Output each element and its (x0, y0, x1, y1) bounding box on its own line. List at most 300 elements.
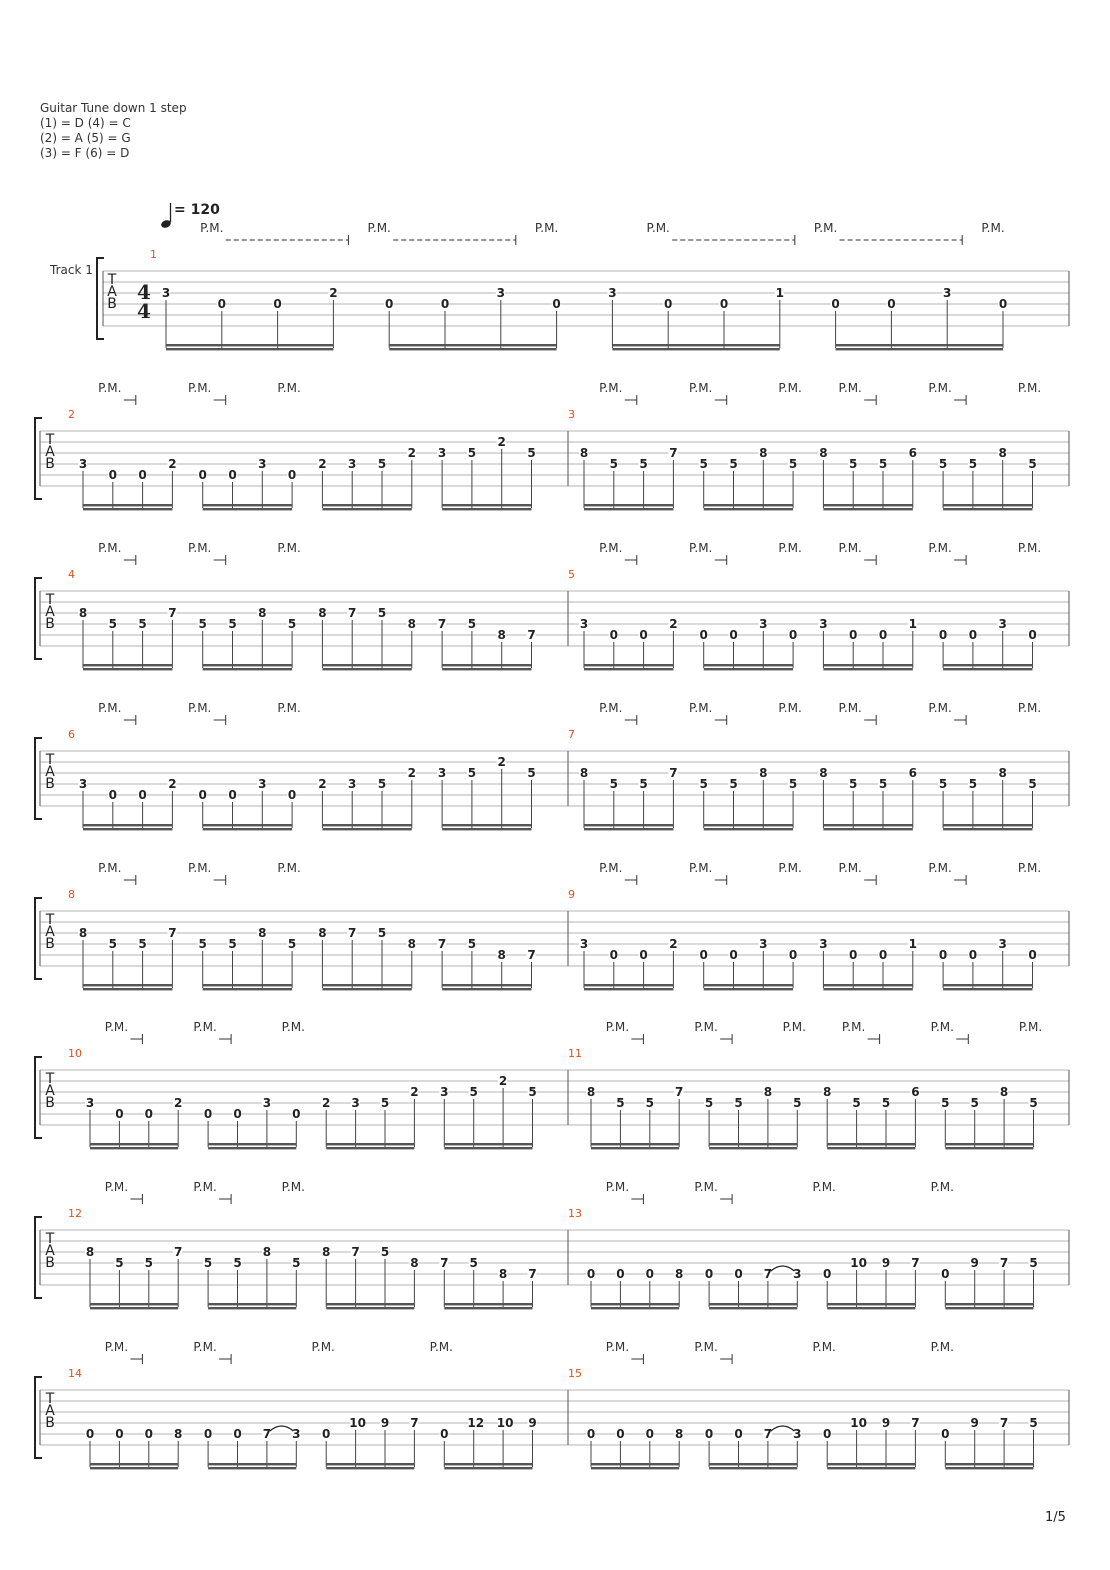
beam (83, 508, 172, 510)
fret-number: 3 (85, 1096, 95, 1110)
fret-number: 0 (440, 297, 450, 311)
fret-number: 8 (318, 606, 327, 620)
beam (326, 1303, 414, 1305)
slur-tie (771, 1266, 794, 1271)
beam (584, 988, 673, 990)
beam (90, 1467, 178, 1469)
beam (203, 504, 292, 506)
fret-number: 5 (729, 457, 738, 471)
beam (823, 828, 912, 830)
beam (90, 1463, 178, 1465)
fret-number: 0 (440, 1427, 449, 1441)
fret-number: 5 (469, 1256, 478, 1270)
beam (203, 984, 292, 986)
measure-number: 6 (68, 728, 75, 741)
beam (591, 1303, 679, 1305)
fret-number: 2 (174, 1096, 183, 1110)
fret-number: 7 (999, 1416, 1009, 1430)
fret-number: 0 (968, 948, 978, 962)
beam (584, 508, 673, 510)
palm-mute-label: P.M. (98, 541, 122, 555)
fret-number: 0 (144, 1427, 153, 1441)
beam (208, 1143, 296, 1145)
fret-number: 8 (174, 1427, 183, 1441)
beam (943, 668, 1032, 670)
beam (836, 348, 1003, 350)
palm-mute-label: P.M. (928, 861, 952, 875)
fret-number: 5 (377, 606, 387, 620)
palm-mute-label: P.M. (311, 1340, 335, 1354)
fret-number: 8 (318, 926, 327, 940)
beam (704, 828, 793, 830)
palm-mute-label: P.M. (104, 1180, 129, 1194)
fret-number: 7 (262, 1427, 272, 1441)
fret-number: 8 (322, 1245, 331, 1259)
palm-mute-label: P.M. (1017, 541, 1042, 555)
fret-number: 0 (664, 297, 673, 311)
fret-number: 5 (793, 1096, 802, 1110)
beam (584, 824, 673, 826)
beam (90, 1143, 178, 1145)
fret-number: 5 (377, 777, 387, 791)
palm-mute-label: P.M. (838, 701, 862, 715)
beam (704, 508, 793, 510)
beam (326, 1467, 414, 1469)
fret-number: 0 (849, 628, 858, 642)
tuning-title: Guitar Tune down 1 step (40, 101, 187, 115)
fret-number: 0 (639, 948, 648, 962)
palm-mute-label: P.M. (838, 541, 862, 555)
beam (584, 504, 673, 506)
fret-number: 0 (645, 1427, 654, 1441)
fret-number: 3 (759, 937, 768, 951)
beam (827, 1463, 915, 1465)
fret-number: 3 (496, 286, 505, 300)
fret-number: 8 (498, 1267, 508, 1281)
fret-number: 5 (527, 446, 536, 460)
fret-number: 5 (528, 1085, 537, 1099)
fret-number: 7 (410, 1416, 419, 1430)
fret-number: 5 (729, 777, 738, 791)
fret-number: 3 (437, 446, 447, 460)
slur-tie (771, 1426, 794, 1431)
fret-number: 7 (174, 1245, 183, 1259)
fret-number: 9 (380, 1416, 390, 1430)
tempo-value: = 120 (174, 202, 220, 218)
beam (823, 504, 912, 506)
fret-number: 5 (704, 1096, 714, 1110)
tab-clef-letter: B (45, 456, 55, 472)
fret-number: 3 (437, 766, 447, 780)
measure-number: 13 (568, 1207, 582, 1220)
fret-number: 7 (528, 1267, 537, 1281)
beam (83, 504, 172, 506)
fret-number: 8 (759, 446, 768, 460)
fret-number: 0 (788, 628, 798, 642)
fret-number: 0 (998, 297, 1008, 311)
fret-number: 0 (609, 628, 618, 642)
beam (704, 668, 793, 670)
tab-clef-letter: T (45, 432, 55, 448)
fret-number: 5 (287, 937, 297, 951)
fret-number: 5 (467, 446, 477, 460)
fret-number: 6 (911, 1085, 920, 1099)
fret-number: 8 (819, 446, 828, 460)
palm-mute-label: P.M. (367, 221, 391, 235)
beam (442, 668, 531, 670)
fret-number: 2 (410, 1085, 419, 1099)
fret-number: 0 (645, 1267, 654, 1281)
fret-number: 5 (198, 617, 207, 631)
fret-number: 3 (819, 617, 828, 631)
fret-number: 3 (579, 617, 589, 631)
beam (90, 1307, 178, 1309)
fret-number: 2 (407, 766, 416, 780)
fret-number: 0 (878, 628, 888, 642)
palm-mute-label: P.M. (689, 381, 713, 395)
fret-number: 5 (108, 937, 117, 951)
fret-number: 1 (908, 617, 917, 631)
beam (945, 1303, 1033, 1305)
fret-number: 8 (579, 766, 589, 780)
measure-number: 5 (568, 568, 575, 581)
fret-number: 0 (233, 1107, 242, 1121)
fret-number: 5 (287, 617, 297, 631)
beam (326, 1463, 414, 1465)
fret-number: 3 (258, 777, 267, 791)
fret-number: 7 (669, 766, 678, 780)
beam (827, 1307, 915, 1309)
tab-clef-letter: B (45, 936, 55, 952)
fret-number: 10 (850, 1416, 867, 1430)
palm-mute-label: P.M. (689, 861, 713, 875)
fret-number: 5 (1029, 1416, 1038, 1430)
fret-number: 9 (970, 1416, 979, 1430)
fret-number: 5 (380, 1096, 390, 1110)
measure-number: 10 (68, 1047, 82, 1060)
tab-clef-letter: A (45, 604, 55, 620)
beam (591, 1467, 679, 1469)
fret-number: 0 (586, 1267, 596, 1281)
tuning-line: (2) = A (5) = G (40, 131, 131, 145)
tab-clef-letter: B (107, 296, 117, 312)
fret-number: 8 (262, 1245, 272, 1259)
beam (442, 828, 531, 830)
fret-number: 0 (138, 468, 147, 482)
palm-mute-label: P.M. (1017, 381, 1042, 395)
beam (704, 824, 793, 826)
fret-number: 8 (586, 1085, 596, 1099)
beam (208, 1463, 296, 1465)
fret-number: 8 (999, 1085, 1009, 1099)
fret-number: 5 (616, 1096, 625, 1110)
fret-number: 7 (999, 1256, 1009, 1270)
fret-number: 2 (168, 777, 177, 791)
fret-number: 0 (287, 468, 297, 482)
fret-number: 0 (217, 297, 226, 311)
palm-mute-label: P.M. (930, 1180, 954, 1194)
system-bracket (35, 1057, 42, 1138)
fret-number: 0 (729, 628, 738, 642)
beam (584, 668, 673, 670)
fret-number: 8 (675, 1267, 684, 1281)
fret-number: 5 (1028, 777, 1037, 791)
beam (208, 1307, 296, 1309)
measure-number: 2 (68, 408, 75, 421)
fret-number: 5 (138, 617, 147, 631)
fret-number: 3 (943, 286, 952, 300)
beam (444, 1463, 532, 1465)
fret-number: 8 (759, 766, 768, 780)
system-bracket (35, 738, 42, 819)
fret-number: 5 (852, 1096, 861, 1110)
palm-mute-label: P.M. (605, 1020, 630, 1034)
fret-number: 7 (168, 606, 177, 620)
fret-number: 5 (527, 766, 536, 780)
palm-mute-label: P.M. (200, 221, 224, 235)
palm-mute-label: P.M. (694, 1180, 718, 1194)
fret-number: 7 (437, 617, 447, 631)
beam (322, 828, 411, 830)
tab-clef-letter: T (45, 1071, 55, 1087)
palm-mute-label: P.M. (778, 381, 802, 395)
fret-number: 0 (144, 1107, 153, 1121)
beam (943, 824, 1032, 826)
fret-number: 5 (198, 937, 207, 951)
fret-number: 5 (467, 617, 477, 631)
fret-number: 0 (609, 948, 618, 962)
beam (709, 1143, 797, 1145)
fret-number: 5 (115, 1256, 124, 1270)
fret-number: 5 (849, 457, 858, 471)
fret-number: 0 (273, 297, 282, 311)
beam (322, 824, 411, 826)
beam (83, 668, 172, 670)
beam (836, 344, 1003, 346)
beam (442, 988, 531, 990)
system-bracket (35, 578, 42, 659)
beam (442, 984, 531, 986)
fret-number: 0 (292, 1107, 301, 1121)
palm-mute-label: P.M. (599, 701, 623, 715)
beam (827, 1143, 915, 1145)
beam (442, 504, 531, 506)
fret-number: 0 (699, 948, 708, 962)
beam (591, 1143, 679, 1145)
fret-number: 9 (528, 1416, 537, 1430)
fret-number: 8 (78, 606, 88, 620)
palm-mute-label: P.M. (605, 1180, 630, 1194)
fret-number: 5 (878, 777, 888, 791)
fret-number: 0 (704, 1427, 714, 1441)
palm-mute-label: P.M. (104, 1020, 129, 1034)
tab-clef-letter: T (45, 592, 55, 608)
fret-number: 0 (138, 788, 147, 802)
beam (945, 1467, 1033, 1469)
palm-mute-label: P.M. (928, 541, 952, 555)
palm-mute-label: P.M. (838, 381, 862, 395)
fret-number: 8 (819, 766, 828, 780)
fret-number: 5 (609, 457, 618, 471)
palm-mute-label: P.M. (281, 1180, 305, 1194)
palm-mute-label: P.M. (193, 1020, 217, 1034)
fret-number: 3 (258, 457, 267, 471)
fret-number: 2 (669, 937, 678, 951)
palm-mute-label: P.M. (812, 1180, 836, 1194)
fret-number: 8 (407, 937, 416, 951)
palm-mute-label: P.M. (277, 381, 301, 395)
palm-mute-label: P.M. (599, 541, 623, 555)
fret-number: 0 (203, 1427, 213, 1441)
fret-number: 0 (115, 1427, 124, 1441)
fret-number: 8 (497, 948, 506, 962)
palm-mute-label: P.M. (429, 1340, 453, 1354)
beam (389, 348, 556, 350)
tab-clef-letter: B (45, 616, 55, 632)
fret-number: 7 (763, 1427, 773, 1441)
fret-number: 5 (639, 457, 648, 471)
palm-mute-label: P.M. (104, 1340, 129, 1354)
beam (208, 1467, 296, 1469)
palm-mute-label: P.M. (188, 541, 212, 555)
system-bracket (35, 1377, 42, 1458)
measure-number: 15 (568, 1367, 582, 1380)
fret-number: 3 (998, 937, 1007, 951)
beam (943, 664, 1032, 666)
beam (326, 1307, 414, 1309)
fret-number: 1 (775, 286, 784, 300)
fret-number: 0 (552, 297, 561, 311)
fret-number: 5 (228, 617, 237, 631)
palm-mute-label: P.M. (928, 701, 952, 715)
beam (442, 824, 531, 826)
fret-number: 2 (168, 457, 177, 471)
beam (322, 508, 411, 510)
beam (83, 664, 172, 666)
beam (584, 664, 673, 666)
fret-number: 2 (497, 755, 506, 769)
fret-number: 10 (496, 1416, 514, 1430)
beam (326, 1147, 414, 1149)
fret-number: 8 (497, 628, 506, 642)
fret-number: 0 (831, 297, 840, 311)
palm-mute-label: P.M. (930, 1020, 954, 1034)
beam (823, 988, 912, 990)
fret-number: 5 (380, 1245, 390, 1259)
beam (704, 988, 793, 990)
beam (83, 984, 172, 986)
fret-number: 3 (819, 937, 828, 951)
palm-mute-label: P.M. (778, 861, 802, 875)
beam (591, 1307, 679, 1309)
palm-mute-label: P.M. (193, 1340, 217, 1354)
fret-number: 8 (258, 926, 267, 940)
beam (442, 664, 531, 666)
beam (823, 668, 912, 670)
fret-number: 5 (968, 457, 978, 471)
fret-number: 3 (793, 1427, 802, 1441)
beam (827, 1467, 915, 1469)
fret-number: 0 (586, 1427, 596, 1441)
palm-mute-label: P.M. (277, 861, 301, 875)
beam (945, 1143, 1033, 1145)
fret-number: 0 (968, 628, 978, 642)
palm-mute-label: P.M. (188, 701, 212, 715)
fret-number: 7 (348, 926, 357, 940)
tab-clef-letter: T (45, 1231, 55, 1247)
beam (591, 1463, 679, 1465)
fret-number: 0 (198, 468, 207, 482)
fret-number: 8 (998, 446, 1007, 460)
beam (704, 504, 793, 506)
measure-number: 3 (568, 408, 575, 421)
fret-number: 2 (497, 435, 506, 449)
fret-number: 5 (467, 937, 477, 951)
tab-clef-letter: A (45, 924, 55, 940)
palm-mute-label: P.M. (193, 1180, 217, 1194)
fret-number: 3 (348, 457, 357, 471)
beam (208, 1303, 296, 1305)
fret-number: 8 (258, 606, 267, 620)
fret-number: 12 (467, 1416, 485, 1430)
fret-number: 3 (608, 286, 617, 300)
measure-number: 11 (568, 1047, 582, 1060)
fret-number: 3 (351, 1096, 360, 1110)
beam (83, 988, 172, 990)
palm-mute-label: P.M. (1017, 701, 1042, 715)
beam (584, 984, 673, 986)
palm-mute-label: P.M. (277, 701, 301, 715)
fret-number: 0 (699, 628, 708, 642)
fret-number: 8 (998, 766, 1007, 780)
fret-number: 7 (440, 1256, 449, 1270)
beam (709, 1463, 797, 1465)
fret-number: 5 (1028, 457, 1037, 471)
beam (83, 828, 172, 830)
time-signature-top: 4 (137, 280, 151, 304)
palm-mute-label: P.M. (813, 221, 838, 235)
beam (444, 1147, 532, 1149)
fret-number: 0 (108, 468, 117, 482)
page-number: 1/5 (1045, 1510, 1066, 1525)
fret-number: 3 (440, 1085, 449, 1099)
fret-number: 5 (968, 777, 978, 791)
fret-number: 2 (498, 1074, 508, 1088)
palm-mute-label: P.M. (98, 861, 122, 875)
tab-clef-letter: T (45, 1391, 55, 1407)
beam (943, 984, 1032, 986)
beam (322, 984, 411, 986)
fret-number: 5 (138, 937, 147, 951)
tab-clef-letter: A (45, 764, 55, 780)
measure-number: 9 (568, 888, 575, 901)
beam (827, 1303, 915, 1305)
fret-number: 10 (349, 1416, 366, 1430)
fret-number: 0 (823, 1267, 832, 1281)
fret-number: 9 (970, 1256, 979, 1270)
palm-mute-label: P.M. (841, 1020, 866, 1034)
beam (704, 984, 793, 986)
fret-number: 5 (699, 457, 708, 471)
fret-number: 9 (881, 1416, 891, 1430)
fret-number: 7 (437, 937, 447, 951)
fret-number: 0 (198, 788, 207, 802)
fret-number: 7 (527, 948, 536, 962)
beam (823, 664, 912, 666)
palm-mute-label: P.M. (534, 221, 559, 235)
fret-number: 6 (908, 766, 917, 780)
fret-number: 5 (377, 926, 387, 940)
